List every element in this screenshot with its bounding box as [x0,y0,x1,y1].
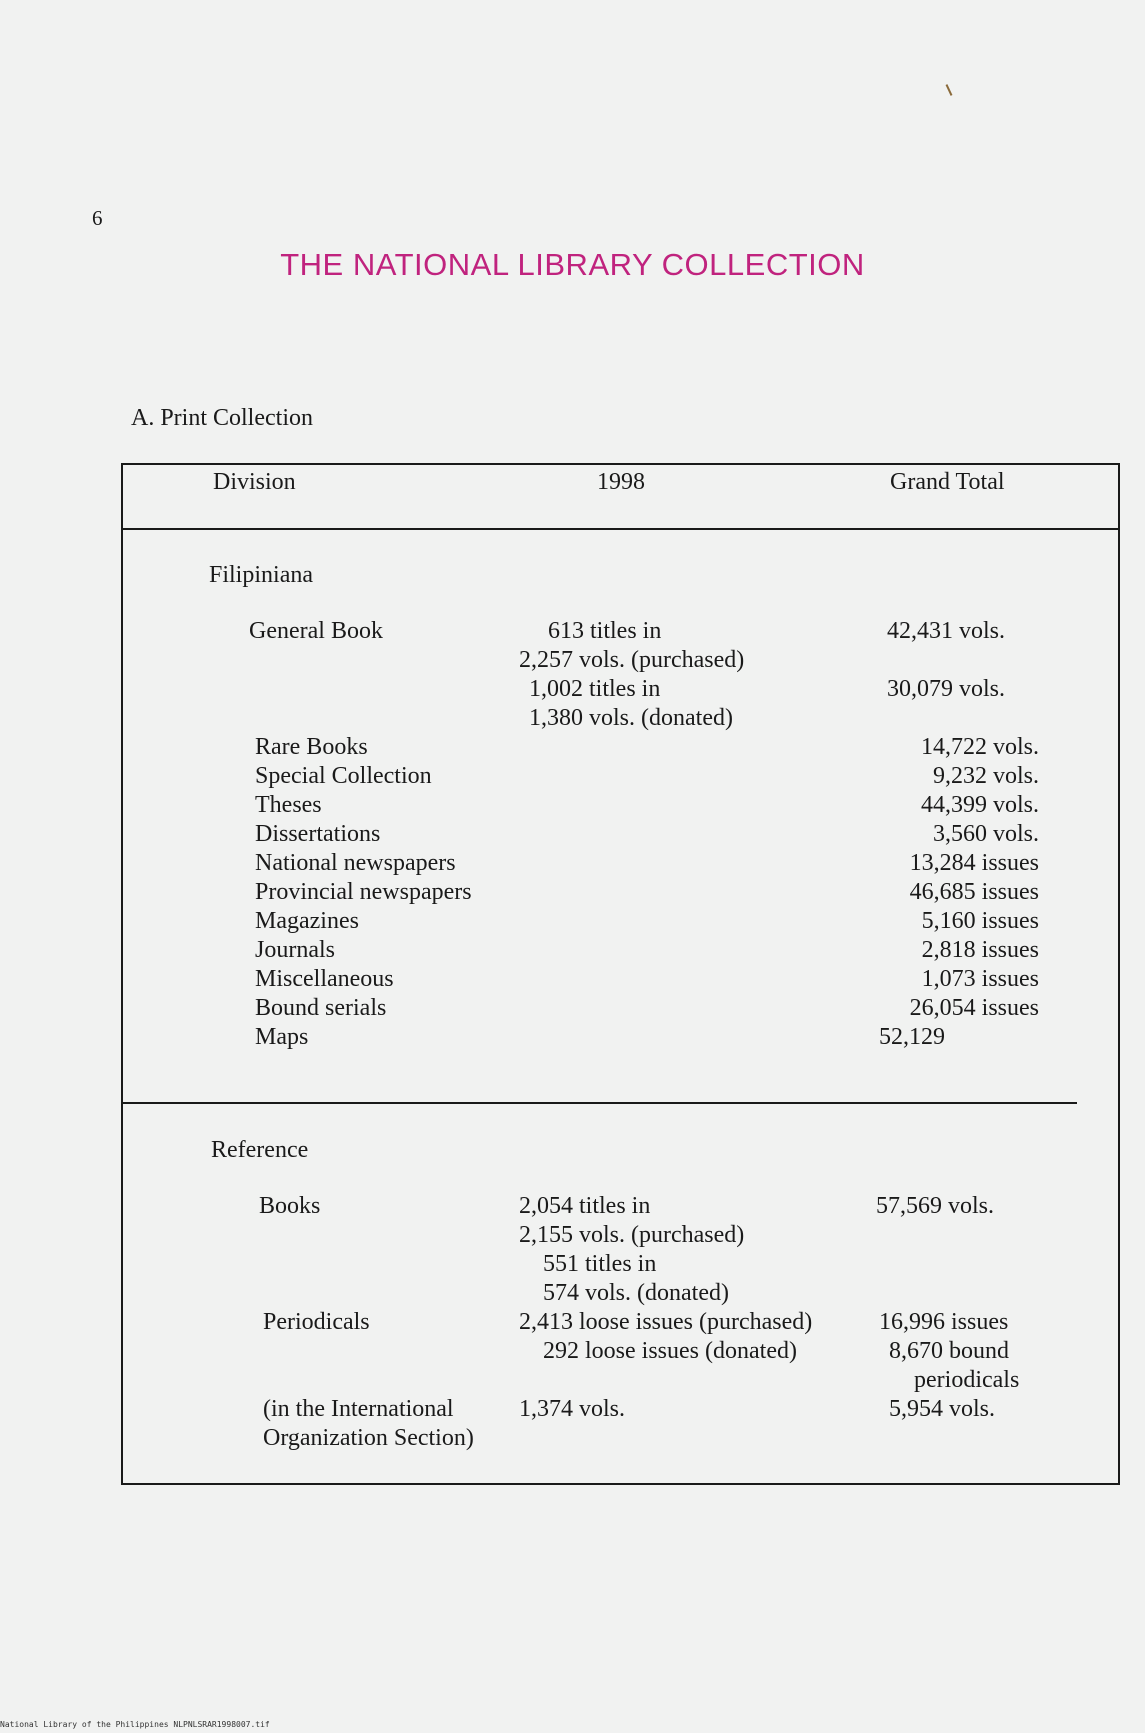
row-label: Special Collection [255,763,432,789]
row-label: Maps [255,1024,309,1050]
row-label: Provincial newspapers [255,879,472,905]
row-label: National newspapers [255,850,456,876]
row-total: 46,685 issues [909,879,1039,905]
general-book-donated-vols: 1,380 vols. (donated) [529,705,733,731]
reference-books-donated-titles: 551 titles in [543,1251,657,1277]
scan-mark [946,84,953,96]
header-grand-total: Grand Total [890,469,1005,495]
row-label: Theses [255,792,322,818]
general-book-donated-titles: 1,002 titles in [529,676,661,702]
header-division: Division [213,469,296,495]
reference-books-purchased-titles: 2,054 titles in [519,1193,651,1219]
row-label: Rare Books [255,734,368,760]
row-total: 3,560 vols. [932,821,1039,847]
reference-books-total: 57,569 vols. [876,1193,995,1219]
row-total: 26,054 issues [909,995,1039,1021]
periodicals-total-issues: 16,996 issues [879,1309,1009,1335]
international-label-line2: Organization Section) [263,1425,474,1451]
row-total: 1,073 issues [921,966,1039,992]
row-total: 14,722 vols. [920,734,1039,760]
reference-books-label: Books [259,1193,321,1219]
page-title: THE NATIONAL LIBRARY COLLECTION [280,247,865,282]
international-label-line1: (in the International [263,1396,454,1422]
row-label: Miscellaneous [255,966,394,992]
general-book-label: General Book [249,618,383,644]
international-value: 1,374 vols. [519,1396,626,1422]
row-total: 2,818 issues [921,937,1039,963]
page-number: 6 [92,206,103,230]
general-book-purchased-total: 42,431 vols. [887,618,1006,644]
filipiniana-heading: Filipiniana [209,562,313,588]
header-year: 1998 [597,469,645,495]
row-total: 13,284 issues [909,850,1039,876]
reference-books-purchased-vols: 2,155 vols. (purchased) [519,1222,745,1248]
row-label: Dissertations [255,821,381,847]
header-divider [123,528,1120,530]
general-book-donated-total: 30,079 vols. [887,676,1006,702]
row-label: Bound serials [255,995,387,1021]
scan-footer: National Library of the Philippines NLPNLSRAR1998007.tif [0,1720,270,1729]
general-book-purchased-vols: 2,257 vols. (purchased) [519,647,745,673]
international-total: 5,954 vols. [889,1396,996,1422]
row-total: 44,399 vols. [920,792,1039,818]
row-label: Magazines [255,908,359,934]
collection-table [121,463,1120,1485]
reference-books-donated-vols: 574 vols. (donated) [543,1280,729,1306]
row-total: 52,129 [879,1024,945,1050]
section-heading: A. Print Collection [131,405,313,431]
periodicals-total-bound: 8,670 bound [889,1338,1009,1364]
reference-heading: Reference [211,1137,309,1163]
row-total: 9,232 vols. [932,763,1039,789]
periodicals-total-bound-cont: periodicals [914,1367,1020,1393]
periodicals-purchased: 2,413 loose issues (purchased) [519,1309,813,1335]
periodicals-donated: 292 loose issues (donated) [543,1338,797,1364]
row-total: 5,160 issues [921,908,1039,934]
general-book-purchased-titles: 613 titles in [548,618,662,644]
periodicals-label: Periodicals [263,1309,370,1335]
row-label: Journals [255,937,335,963]
section-divider [123,1102,1077,1104]
